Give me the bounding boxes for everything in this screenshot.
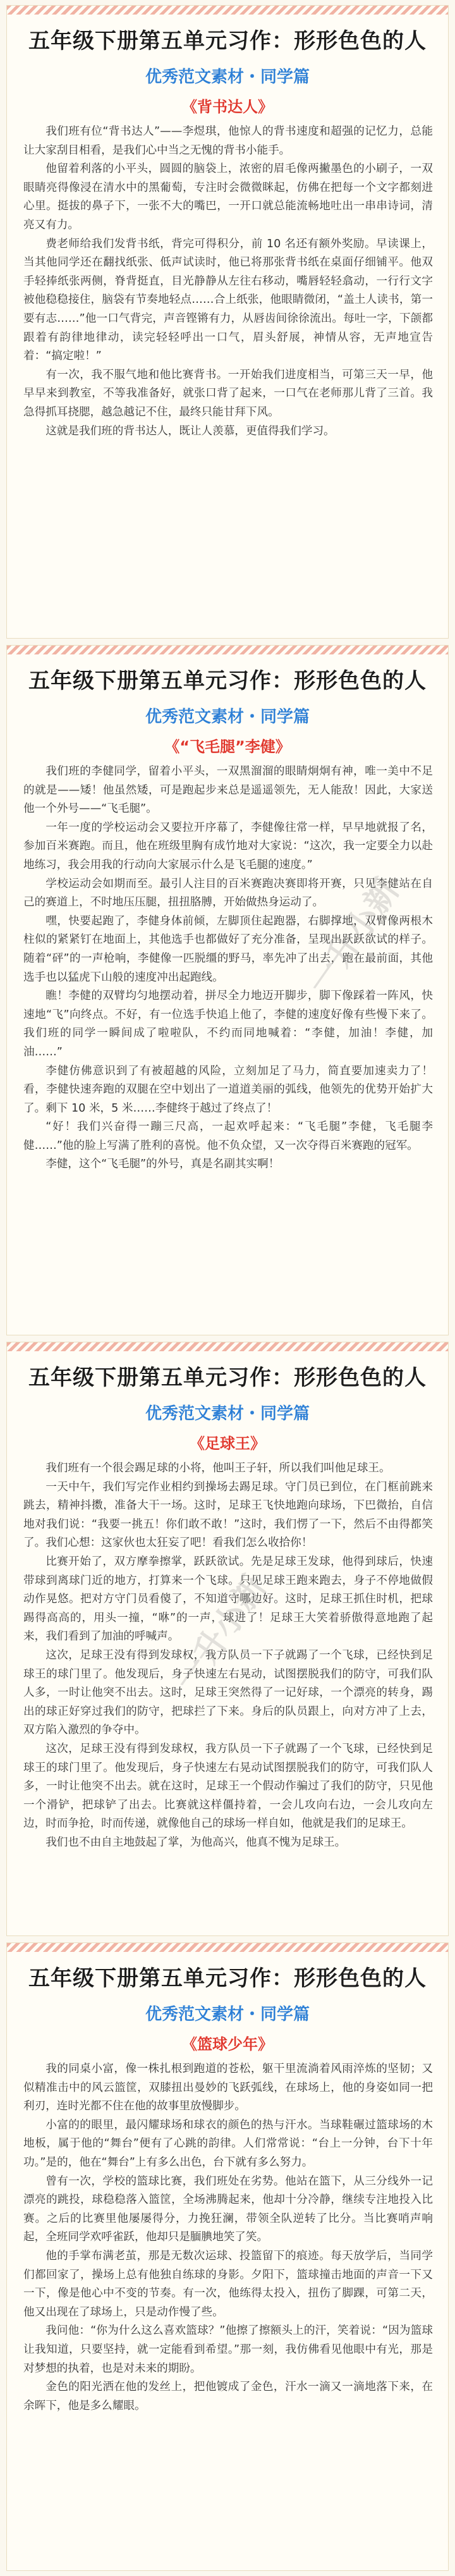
paragraph: 他留着利落的小平头，圆圆的脑袋上，浓密的眉毛像两撇墨色的小刷子，一双眼睛亮得像浸在清水中的黑葡萄，专注时会微微眯起，仿佛在把每一个文字都刻进心里。挺拔的鼻子下，一张不大的嘴巴，一开口就总能流畅地吐出一串串诗词，清亮又有力。 — [23, 163, 433, 231]
paragraph: 学校运动会如期而至。最引人注目的百米赛跑决赛即将开赛，只见李健站在自己的赛道上，不时地压压腿，扭扭胳膊，开始做热身运动了。 — [23, 877, 433, 909]
article-card-4 — [6, 1942, 449, 2571]
decorative-stripe — [7, 646, 448, 654]
article-subtitle: 优秀范文素材・同学篇 — [145, 708, 310, 727]
paragraph: 他的手掌布满老茧，那是无数次运球、投篮留下的痕迹。每天放学后，当同学们都回家了，操场上总有他独自练球的身影。夕阳下，篮球撞击地面的声音一下又一下，像是他心中不变的节奏。有一次，他练得太投入，扭伤了脚踝，可第二天，他又出现在了球场上，只是动作慢了些。 — [23, 2249, 433, 2319]
article-card-2 — [6, 645, 449, 1335]
paragraph: 这次，足球王没有得到发球权，我方队员一下子就踢了一个飞球，已经快到足球王的球门里了。他发现后，身子快速左右晃动试图摆脱我们的防守，可我们队人多，一时让他突不出去。就在这时，足球王一个假动作骗过了我们的防守，只见他一个滑铲，把球铲了出去。比赛就这样僵持着，一会儿攻向右边，一会儿攻向左边，时而争抢，时而传递，就像他自己的球场一样自如，他就是我们的足球王。 — [23, 1742, 433, 1831]
article-body — [23, 763, 433, 1174]
paragraph: 一天中午，我们写完作业相约到操场去踢足球。守门员已到位，在门框前跳来跳去，精神抖擞，准备大干一场。这时，足球王飞快地跑向球场，下巴微抬，自信地对我们说：“我要一挑五！你们敢不敢！”这时，我们愣了一下，然后不由得都笑了。我们心想：这家伙也太狂妄了吧！看我们怎么收拾你！ — [23, 1480, 433, 1550]
paragraph: 我的同桌小富，像一株扎根到跑道的苍松，躯干里流淌着风雨淬炼的坚韧；又似精准击中的风云篮筐，双膝扭出曼妙的飞跃弧线，在球场上，他的身姿如同一把利刃，连时光都不住在他的故事里放慢脚步。 — [23, 2063, 433, 2113]
article-tag: 《足球王》 — [190, 1435, 265, 1452]
watermark: 一升小新 — [300, 872, 407, 1002]
article-subtitle: 优秀范文素材・同学篇 — [145, 68, 310, 87]
article-body — [23, 2060, 433, 2415]
article-tag: 《背书达人》 — [182, 98, 273, 116]
paragraph: 这就是我们班的背书达人，既让人羡慕，更值得我们学习。 — [46, 424, 335, 438]
paragraph: 瞧！李健的双臂均匀地摆动着，拼尽全力地迈开脚步，脚下像踩着一阵风，快速地“飞”向终点。不好，有一位选手快追上他了，李健的速度好像有些慢下来了。我们班的同学一瞬间成了啦啦队，不约而同地喊着：“李健，加油！李健，加油……” — [23, 990, 433, 1058]
decorative-stripe — [7, 6, 448, 15]
watermark: 一升小新 — [167, 1569, 274, 1699]
paragraph: “好！我们兴奋得一蹦三尺高，一起欢呼起来：“飞毛腿”李健，飞毛腿李健……”他的脸上写满了胜利的喜悦。他不负众望，又一次夺得百米赛跑的冠军。 — [23, 1120, 433, 1152]
paragraph: 金色的阳光洒在他的发丝上，把他镀成了金色，汗水一滴又一滴地落下来，在余晖下，他是多么耀眼。 — [23, 2381, 433, 2412]
paragraph: 我问他：“你为什么这么喜欢篮球？”他擦了擦额头上的汗，笑着说：“因为篮球让我知道，只要坚持，就一定能看到希望。”那一刻，我仿佛看见他眼中有光，那是对梦想的执着，也是对未来的期盼。 — [23, 2324, 433, 2375]
paragraph: 李健，这个“飞毛腿”的外号，真是名副其实啊！ — [46, 1158, 280, 1171]
article-body — [23, 123, 433, 441]
paragraph: 小富的的眼里，最闪耀球场和球衣的颜色的热与汗水。当球鞋碾过篮球场的木地板，属于他的“舞台”便有了心跳的韵律。人们常常说：“台上一分钟，台下十年功。”是的，他在“舞台”上有多么出色，台下就有多么努力。 — [23, 2118, 433, 2169]
paragraph: 我们班的李健同学，留着小平头，一双黑溜溜的眼睛炯炯有神，唯一美中不足的就是——矮！他虽然矮，可是跑起步来总是遥遥领先，无人能敌！因此，大家送他一个外号——“飞毛腿”。 — [23, 765, 433, 816]
article-title: 五年级下册第五单元习作：形形色色的人 — [28, 1365, 427, 1390]
decorative-stripe — [7, 1342, 448, 1351]
decorative-stripe — [7, 1943, 448, 1952]
paragraph: 我们班有位“背书达人”——李煜琪，他惊人的背书速度和超强的记忆力，总能让大家刮目相看，是我们心中当之无愧的背书小能手。 — [23, 125, 433, 157]
paragraph: 费老师给我们发背书纸，背完可得积分，前 10 名还有额外奖励。早读课上，当其他同学还在翻找纸张、低声试读时，他已将那张背书纸在桌面仔细铺平。他双手轻捧纸张两侧，脊背挺直，目光静静从左往右移动，嘴唇轻轻翕动，一行行文字被他稳稳接住，脑袋有节奏地轻点……合上纸张，他眼睛微闭，“盖土人读书，第一要有志……”他一口气背完，声音铿锵有力，从唇齿间徐徐流出。每吐一字，下颌都跟着有韵律地律动，读完轻轻呼出一口气，眉头舒展，神情从容，无声地宣告着：“搞定啦！” — [23, 237, 433, 363]
article-tag: 《“飞毛腿”李健》 — [164, 738, 291, 756]
paragraph: 比赛开始了，双方摩拳擦掌，跃跃欲试。先是足球王发球，他得到球后，快速带球到离球门近的地方，打算来一个飞球。只见足球王跑来跑去，身子不停地做假动作晃悠。把对方守门员看傻了，不知道守哪边好。这时，足球王抓住时机，把球踢得高高的，用头一撞，“咻”的一声，球进了！足球王大笑着骄傲得意地跑了起来，我们看到了加油的呼喊声。 — [23, 1555, 433, 1643]
paragraph: 嘿，快要起跑了，李健身体前倾，左脚顶住起跑器，右脚撑地，双臂像两根木柱似的紧紧钉在地面上，其他选手也都做好了充分准备，呈现出跃跃欲试的样子。随着“砰”的一声枪响，李健像一匹脱缰的野马，率先冲了出去，跑在最前面，其他选手也以猛虎下山般的速度冲出起跑线。 — [23, 914, 433, 984]
article-tag: 《篮球少年》 — [182, 2035, 273, 2053]
article-body — [23, 1459, 433, 1852]
article-title: 五年级下册第五单元习作：形形色色的人 — [28, 1966, 427, 1991]
article-title: 五年级下册第五单元习作：形形色色的人 — [28, 28, 427, 54]
article-title: 五年级下册第五单元习作：形形色色的人 — [28, 668, 427, 694]
paragraph: 有一次，我不服气地和他比赛背书。一开始我们进度相当，可第三天一早，他早早来到教室，不等我准备好，就张口背了起来，一口气在老师那儿背了三首。我急得抓耳挠腮，越急越记不住，最终只能甘拜下风。 — [23, 368, 433, 419]
article-card-3 — [6, 1342, 449, 1936]
paragraph: 李健仿佛意识到了有被超越的风险，立刻加足了马力，简直要加速卖力了！看，李健快速奔跑的双腿在空中划出了一道道美丽的弧线，他领先的优势开始扩大了。剩下 10 米，5 米……李健终于越过了终点了！ — [23, 1064, 433, 1115]
paragraph: 这次，足球王没有得到发球权，我方队员一下子就踢了一个飞球，已经快到足球王的球门里了。他发现后，身子快速左右晃动，试图摆脱我们的防守，可我们队人多，一时让他突不出去。这时，足球王突然得了一记好球，一个漂亮的转身，踢出的球正好穿过我们的防守，把球拦了下来。身后的队员跟上，向对方冲了上去，双方陷入激烈的争夺中。 — [23, 1648, 433, 1737]
paragraph: 一年一度的学校运动会又要拉开序幕了，李健像往常一样，早早地就报了名，参加百米赛跑。而且，他在班级里胸有成竹地对大家说：“这次，我一定要全力以赴地练习，我会用我的行动向大家展示什么是飞毛腿的速度。” — [23, 821, 433, 871]
article-subtitle: 优秀范文素材・同学篇 — [145, 1404, 310, 1423]
article-card-1 — [6, 5, 449, 639]
paragraph: 我们也不由自主地鼓起了掌，为他高兴，他真不愧为足球王。 — [46, 1836, 346, 1849]
paragraph: 曾有一次，学校的篮球比赛，我们班处在劣势。他站在篮下，从三分线外一记漂亮的跳投，球稳稳落入篮筐，全场沸腾起来，他却十分冷静，继续专注地投入比赛。之后的比赛里他屡屡得分，力挽狂澜，带领全队逆转了比分。当比赛哨声响起，全班同学欢呼雀跃，他却只是腼腆地笑了笑。 — [23, 2174, 433, 2244]
paragraph: 我们班有一个很会踢足球的小将，他叫王子轩，所以我们叫他足球王。 — [46, 1462, 391, 1475]
article-subtitle: 优秀范文素材・同学篇 — [145, 2005, 310, 2024]
